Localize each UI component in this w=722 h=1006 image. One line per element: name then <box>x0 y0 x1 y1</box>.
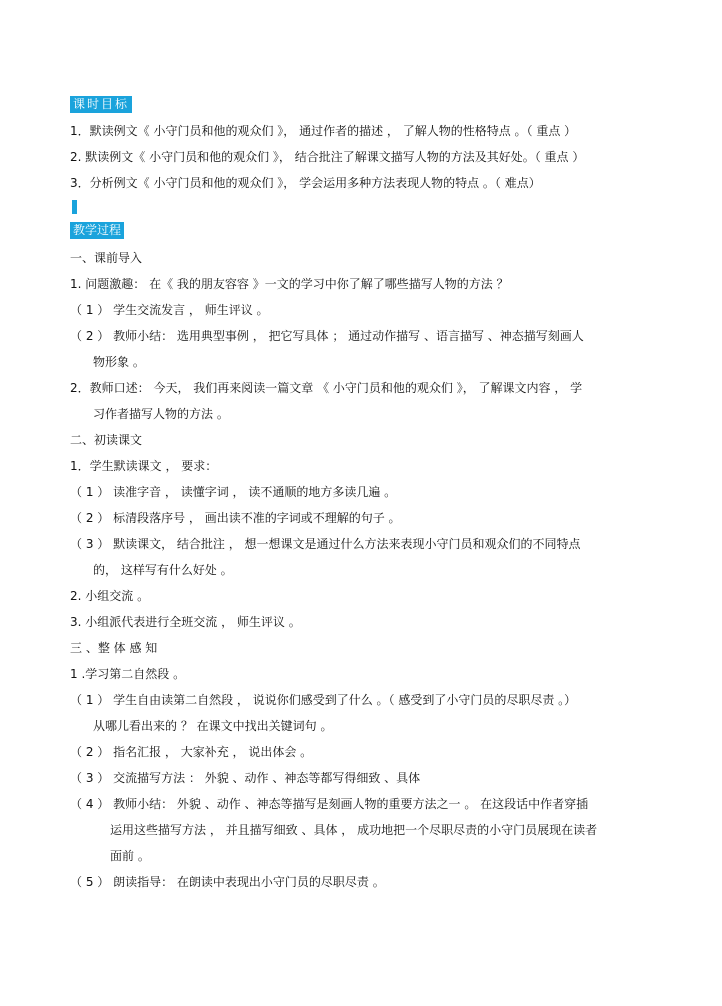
paragraph-line: （ 4 ） 教师小结： 外貌 、动作 、神态等描写是刻画人物的重要方法之一 。 在这段话中作者穿插 <box>70 797 589 811</box>
paragraph-line: （ 1 ） 学生自由读第二自然段 ， 说说你们感受到了什么 。（ 感受到了小守门员的尽职尽责 。） <box>70 693 577 707</box>
paragraph-line: 2. 小组交流 。 <box>70 589 150 603</box>
section-heading: 三 、整 体 感 知 <box>70 641 158 655</box>
paragraph-line: （ 1 ） 学生交流发言 ， 师生评议 。 <box>70 303 269 317</box>
paragraph-line: 1 .学习第二自然段 。 <box>70 667 186 681</box>
goals-header: 课时目标 <box>70 96 132 113</box>
goal-item: 3．分析例文《 小守门员和他的观众们 》， 学会运用多种方法表现人物的特点 。（ 难点） <box>70 176 541 190</box>
section-marker-bar <box>72 200 77 214</box>
paragraph-line: 从哪儿看出来的 ？ 在课文中找出关键词句 。 <box>93 719 333 733</box>
paragraph-line: 物形象 。 <box>93 355 145 369</box>
paragraph-line: （ 2 ） 标清段落序号 ， 画出读不准的字词或不理解的句子 。 <box>70 511 401 525</box>
paragraph-line: 的， 这样写有什么好处 。 <box>93 563 233 577</box>
section-heading: 一、课前导入 <box>70 251 143 265</box>
paragraph-line: （ 2 ） 教师小结： 选用典型事例 ， 把它写具体 ； 通过动作描写 、语言描写 、神态描写刻画人 <box>70 329 584 343</box>
paragraph-line: 1. 问题激趣： 在《 我的朋友容容 》一文的学习中你了解了哪些描写人物的方法 ？ <box>70 277 509 291</box>
paragraph-line: 3. 小组派代表进行全班交流 ， 师生评议 。 <box>70 615 301 629</box>
goals-header-row <box>70 96 682 113</box>
paragraph-line: （ 1 ） 读准字音 ， 读懂字词 ， 读不通顺的地方多读几遍 。 <box>70 485 397 499</box>
paragraph-line: 习作者描写人物的方法 。 <box>93 407 229 421</box>
paragraph-line: （ 3 ） 默读课文， 结合批注 ， 想一想课文是通过什么方法来表现小守门员和观众们的不同特点 <box>70 537 581 551</box>
paragraph-line: （ 5 ） 朗读指导： 在朗读中表现出小守门员的尽职尽责 。 <box>70 875 385 889</box>
goal-item: 2. 默读例文《 小守门员和他的观众们 》， 结合批注了解课文描写人物的方法及其好处。（ 重点 ） <box>70 150 585 164</box>
paragraph-line: 1．学生默读课文 ， 要求： <box>70 459 218 473</box>
process-header: 教学过程 <box>70 222 124 239</box>
paragraph-line: （ 3 ） 交流描写方法 ： 外貌 、动作 、神态等都写得细致 、具体 <box>70 771 421 785</box>
section-heading: 二、初读课文 <box>70 433 143 447</box>
goal-item: 1．默读例文《 小守门员和他的观众们 》， 通过作者的描述 ， 了解人物的性格特点 。（ 重点 ） <box>70 124 577 138</box>
paragraph-line: 运用这些描写方法 ， 并且描写细致 、具体 ， 成功地把一个尽职尽责的小守门员展现在读者 <box>110 823 598 837</box>
process-header-row <box>70 222 682 239</box>
paragraph-line: （ 2 ） 指名汇报 ， 大家补充 ， 说出体会 。 <box>70 745 313 759</box>
paragraph-line: 面前 。 <box>110 849 150 863</box>
paragraph-line: 2．教师口述： 今天， 我们再来阅读一篇文章 《 小守门员和他的观众们 》， 了解课文内容 ， 学 <box>70 381 583 395</box>
